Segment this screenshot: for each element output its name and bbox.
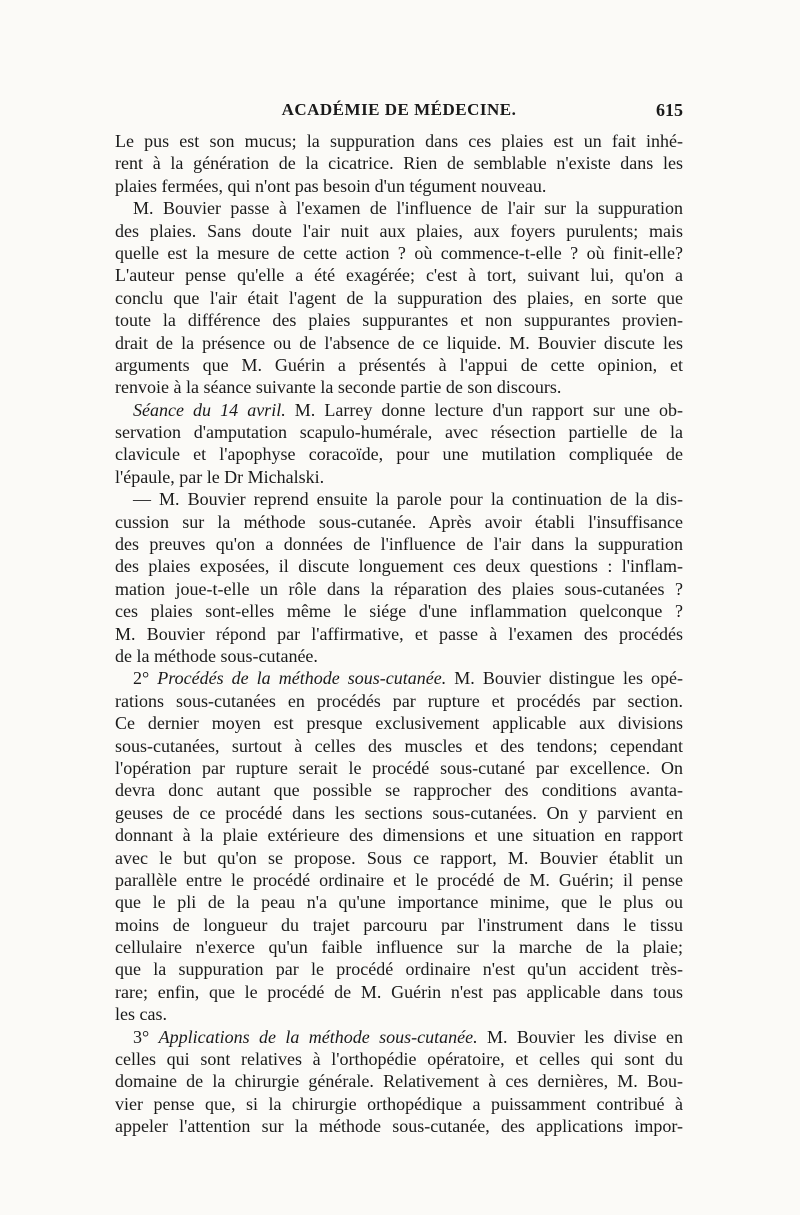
text-line bbox=[115, 555, 683, 577]
text-line bbox=[115, 690, 683, 712]
text-run: — M. Bouvier reprend ensuite la parole pour la continuation de la dis- bbox=[133, 489, 683, 510]
text-run: parallèle entre le procédé ordinaire et le procédé de M. Guérin; il pense bbox=[115, 869, 683, 890]
text-line bbox=[115, 712, 683, 734]
text-line bbox=[115, 578, 683, 600]
text-line bbox=[115, 175, 683, 197]
text-line bbox=[115, 421, 683, 443]
text-line bbox=[115, 936, 683, 958]
text-line bbox=[115, 802, 683, 824]
text-line bbox=[115, 287, 683, 309]
text-run: sous-cutanées, surtout à celles des muscles et des tendons; cependant bbox=[115, 735, 683, 756]
text-run: les cas. bbox=[115, 1004, 167, 1025]
text-run: M. Bouvier les divise en bbox=[477, 1026, 684, 1047]
text-run: renvoie à la séance suivante la seconde partie de son discours. bbox=[115, 377, 562, 398]
text-run: M. Bouvier répond par l'affirmative, et passe à l'examen des procédés bbox=[115, 623, 683, 644]
body-text bbox=[115, 130, 683, 1138]
text-run: devra donc autant que possible se rapprocher des conditions avanta- bbox=[115, 780, 683, 801]
text-line bbox=[115, 399, 683, 421]
text-run: cellulaire n'exerce qu'un faible influence sur la marche de la plaie; bbox=[115, 937, 683, 958]
text-run: M. Bouvier distingue les opé- bbox=[446, 668, 684, 689]
text-line bbox=[115, 533, 683, 555]
text-line bbox=[115, 847, 683, 869]
text-line bbox=[115, 981, 683, 1003]
text-line bbox=[115, 197, 683, 219]
text-run: ces plaies sont-elles même le siége d'une inflammation quelconque ? bbox=[115, 601, 683, 622]
text-run: cussion sur la méthode sous-cutanée. Après avoir établi l'insuffisance bbox=[115, 511, 683, 532]
text-line bbox=[115, 600, 683, 622]
text-line bbox=[115, 488, 683, 510]
text-line bbox=[115, 354, 683, 376]
italic-phrase: Applications de la méthode sous-cutanée. bbox=[158, 1026, 478, 1047]
text-run: rations sous-cutanées en procédés par rupture et procédés par section. bbox=[115, 690, 683, 711]
text-line bbox=[115, 332, 683, 354]
text-line bbox=[115, 220, 683, 242]
text-run: conclu que l'air était l'agent de la suppuration des plaies, en sorte que bbox=[115, 287, 683, 308]
text-line bbox=[115, 1093, 683, 1115]
text-line bbox=[115, 645, 683, 667]
text-line bbox=[115, 824, 683, 846]
text-run: avec le but qu'on se propose. Sous ce rapport, M. Bouvier établit un bbox=[115, 847, 683, 868]
text-run: donnant à la plaie extérieure des dimensions et une situation en rapport bbox=[115, 825, 683, 846]
text-line bbox=[115, 1026, 683, 1048]
text-line bbox=[115, 623, 683, 645]
page-header bbox=[115, 100, 683, 130]
text-run: quelle est la mesure de cette action ? où commence-t-elle ? où finit-elle? bbox=[115, 242, 683, 263]
text-line bbox=[115, 309, 683, 331]
text-run: moins de longueur du trajet parcouru par l'instrument dans le tissu bbox=[115, 914, 683, 935]
text-run: rare; enfin, que le procédé de M. Guérin n'est pas applicable dans tous bbox=[115, 981, 683, 1002]
text-line bbox=[115, 1070, 683, 1092]
text-line bbox=[115, 152, 683, 174]
text-run: Le pus est son mucus; la suppuration dans ces plaies est un fait inhé- bbox=[115, 131, 683, 151]
page-number: 615 bbox=[656, 100, 683, 120]
text-line bbox=[115, 264, 683, 286]
text-run: servation d'amputation scapulo-humérale, avec résection partielle de la bbox=[115, 422, 683, 443]
text-run: des plaies. Sans doute l'air nuit aux plaies, aux foyers purulents; mais bbox=[115, 220, 683, 241]
text-run: Ce dernier moyen est presque exclusivement applicable aux divisions bbox=[115, 713, 683, 734]
text-line bbox=[115, 130, 683, 152]
text-line bbox=[115, 869, 683, 891]
text-run: de la méthode sous-cutanée. bbox=[115, 645, 318, 666]
text-run: rent à la génération de la cicatrice. Rien de semblable n'existe dans les bbox=[115, 153, 683, 174]
text-run: l'opération par rupture serait le procédé sous-cutané par excellence. On bbox=[115, 757, 683, 778]
text-run: clavicule et l'apophyse coracoïde, pour une mutilation compliquée de bbox=[115, 444, 683, 465]
italic-phrase: Procédés de la méthode sous-cutanée. bbox=[157, 668, 447, 689]
text-run: arguments que M. Guérin a présentés à l'appui de cette opinion, et bbox=[115, 354, 683, 375]
text-run: vier pense que, si la chirurgie orthopédique a puissamment contribué à bbox=[115, 1093, 683, 1114]
text-run: drait de la présence ou de l'absence de ce liquide. M. Bouvier discute les bbox=[115, 332, 683, 353]
text-line bbox=[115, 757, 683, 779]
running-title: ACADÉMIE DE MÉDECINE. bbox=[281, 100, 517, 119]
italic-phrase: Séance du 14 avril. bbox=[133, 399, 286, 420]
text-line bbox=[115, 1003, 683, 1025]
text-run: des plaies exposées, il discute longuement ces deux questions : l'inflam- bbox=[115, 556, 683, 577]
text-run: domaine de la chirurgie générale. Relativement à ces dernières, M. Bou- bbox=[115, 1071, 683, 1092]
text-line bbox=[115, 511, 683, 533]
text-line bbox=[115, 443, 683, 465]
text-run: appeler l'attention sur la méthode sous-cutanée, des applications impor- bbox=[115, 1116, 683, 1137]
text-line bbox=[115, 376, 683, 398]
text-run: des preuves qu'on a données de l'influence de l'air dans la suppuration bbox=[115, 534, 683, 555]
text-line bbox=[115, 667, 683, 689]
text-run: L'auteur pense qu'elle a été exagérée; c'est à tort, suivant lui, qu'on a bbox=[115, 265, 683, 286]
text-run: plaies fermées, qui n'ont pas besoin d'un tégument nouveau. bbox=[115, 175, 547, 196]
text-run: M. Bouvier passe à l'examen de l'influence de l'air sur la suppuration bbox=[133, 198, 683, 219]
text-run: toute la différence des plaies suppurantes et non suppurantes provien- bbox=[115, 310, 683, 331]
text-line bbox=[115, 958, 683, 980]
text-line bbox=[115, 242, 683, 264]
text-run: 3° bbox=[133, 1026, 159, 1047]
text-line bbox=[115, 914, 683, 936]
text-run: celles qui sont relatives à l'orthopédie opératoire, et celles qui sont du bbox=[115, 1049, 683, 1070]
text-run: l'épaule, par le Dr Michalski. bbox=[115, 466, 325, 487]
text-run: 2° bbox=[133, 668, 158, 689]
text-run: geuses de ce procédé dans les sections sous-cutanées. On y parvient en bbox=[115, 802, 683, 823]
text-line bbox=[115, 466, 683, 488]
text-line bbox=[115, 891, 683, 913]
text-run: que la suppuration par le procédé ordinaire n'est qu'un accident très- bbox=[115, 959, 683, 980]
text-line bbox=[115, 1048, 683, 1070]
text-line bbox=[115, 779, 683, 801]
text-run: que le pli de la peau n'a qu'une importance minime, que le plus ou bbox=[115, 892, 683, 913]
text-line bbox=[115, 735, 683, 757]
text-run: M. Larrey donne lecture d'un rapport sur une ob- bbox=[285, 399, 684, 420]
text-run: mation joue-t-elle un rôle dans la réparation des plaies sous-cutanées ? bbox=[115, 578, 683, 599]
text-line bbox=[115, 1115, 683, 1137]
